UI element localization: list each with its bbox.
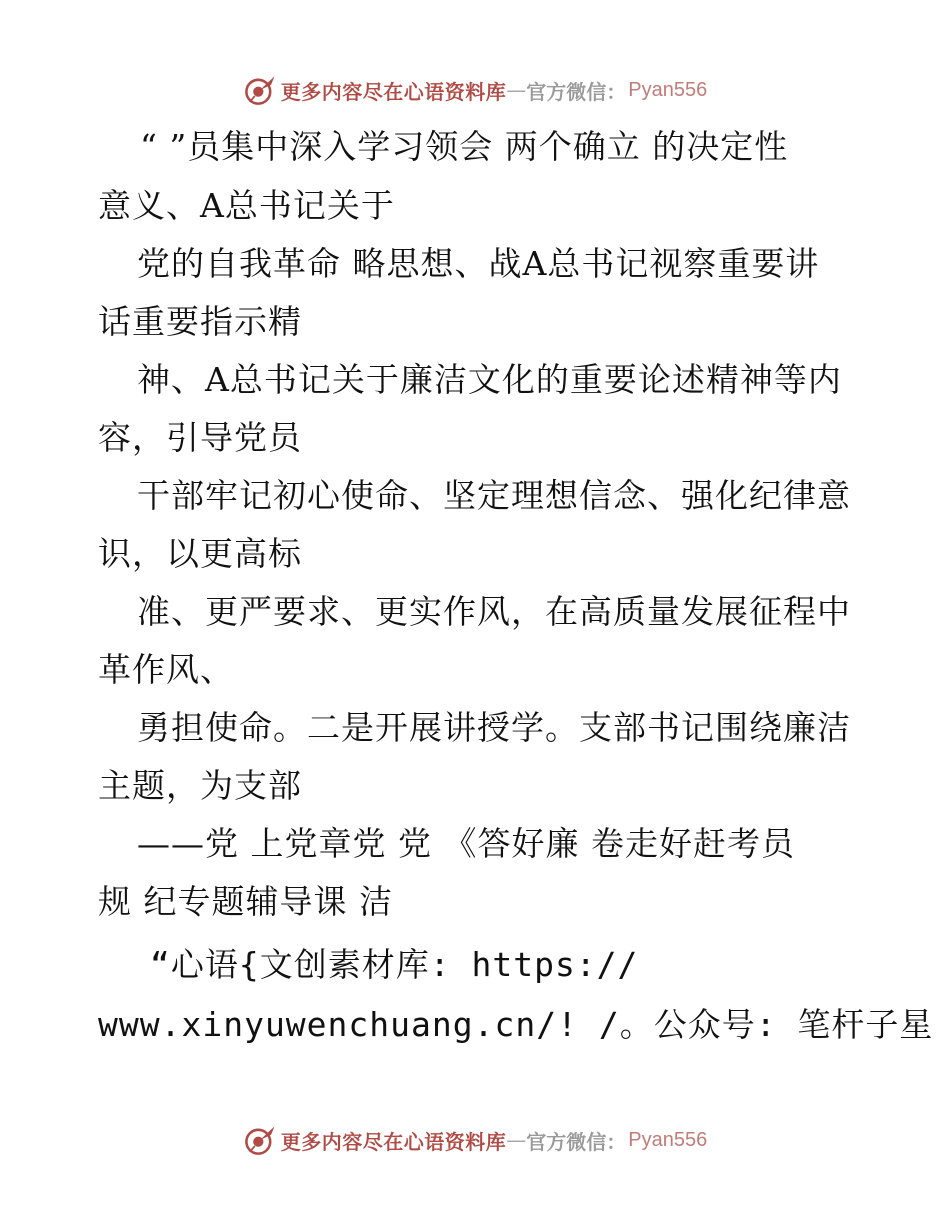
header-watermark (0, 70, 950, 110)
footer-watermark (0, 1120, 950, 1160)
body-line-14: 规 纪专题辅导课 洁 (98, 882, 393, 921)
body-line-7: 干部牢记初心使命、坚定理想信念、强化纪律意 (137, 476, 851, 515)
watermark-wechat-label: 官方微信： (526, 1129, 627, 1154)
watermark-separator: — (506, 78, 527, 102)
watermark-brand-text: 更多内容尽在心语资料库 (280, 79, 507, 104)
body-line-3: 党的自我革命 略思想、战A总书记视察重要讲 (137, 244, 820, 283)
body-line-4: 话重要指示精 (98, 302, 302, 341)
watermark-separator: — (506, 1128, 527, 1152)
body-line-15: “心语{文创素材库: https:// (150, 945, 639, 984)
body-line-8: 识，以更高标 (98, 534, 302, 573)
watermark-wechat-label: 官方微信： (526, 79, 627, 104)
quill-pen-logo-icon (243, 1123, 277, 1157)
body-line-6: 容，引导党员 (98, 418, 302, 457)
body-line-2: 意义、A总书记关于 (98, 186, 395, 225)
body-line-11: 勇担使命。二是开展讲授学。支部书记围绕廉洁 (137, 708, 851, 747)
body-line-13: ——党 上党章党 党 《答好廉 卷走好赶考员 (137, 824, 795, 863)
watermark-wechat-id: Pyan556 (628, 78, 708, 101)
body-line-9: 准、更严要求、更实作风，在高质量发展征程中 (137, 592, 851, 631)
body-line-1: “ ”员集中深入学习领会 两个确立 的决定性 (140, 127, 789, 166)
body-line-16: www.xinyuwenchuang.cn/! /。公众号: 笔杆子星 (98, 1005, 934, 1044)
body-line-10: 革作风、 (98, 650, 234, 689)
body-line-5: 神、A总书记关于廉洁文化的重要论述精神等内 (137, 360, 842, 399)
watermark-wechat-id: Pyan556 (628, 1128, 708, 1151)
quill-pen-logo-icon (243, 73, 277, 107)
body-line-12: 主题，为支部 (98, 766, 302, 805)
watermark-brand-text: 更多内容尽在心语资料库 (280, 1129, 507, 1154)
